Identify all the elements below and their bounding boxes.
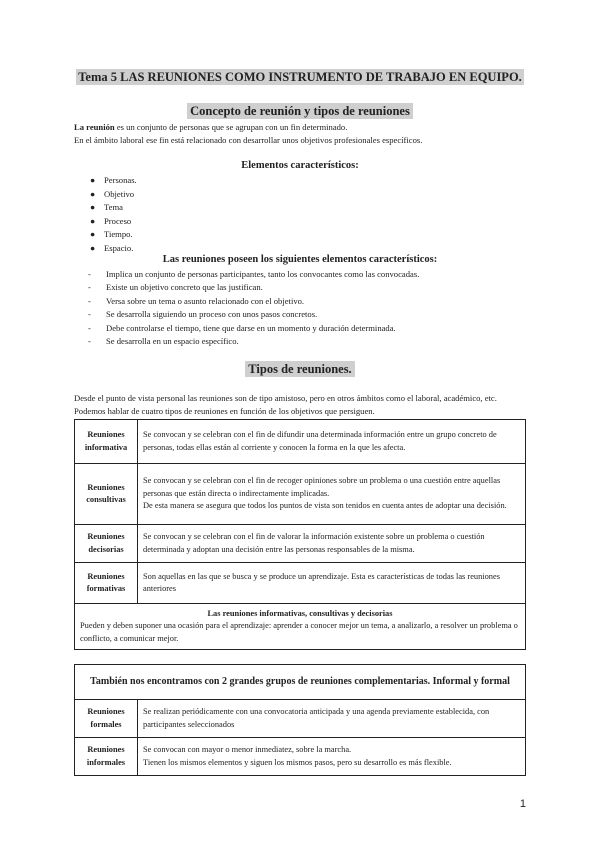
concept-definition: La reunión es un conjunto de personas que se agrupan con un fin determinado. En el ámbito laboral ese fin está relacionado con desarrollar unos objetivos profesionales específicos. xyxy=(74,122,423,145)
list-item: ● Tiempo. xyxy=(90,229,133,239)
features-list xyxy=(88,268,419,348)
table-row xyxy=(75,738,526,776)
elements-heading: Elementos característicos: xyxy=(241,160,359,171)
table-row xyxy=(75,420,526,464)
list-item: ● Espacio. xyxy=(90,242,134,253)
row-label: Reuniones formales xyxy=(75,700,138,738)
row-text: Se convocan y se celebran con el fin de recoger opiniones sobre un problema o una cuestión entre aquellas personas que están directa o indirectamente implicadas. De esta manera se asegura que todos los puntos de vista son tenidos en cuenta antes de adoptar una decisión. xyxy=(138,464,526,525)
list-item: - Versa sobre un tema o asunto relacionado con el objetivo. xyxy=(88,295,305,306)
row-text: Son aquellas en las que se busca y se produce un aprendizaje. Esta es características de todas las reuniones anteriores xyxy=(138,563,526,604)
row-label: Reuniones decisorias xyxy=(75,525,138,563)
row-label: Reuniones formativas xyxy=(75,563,138,604)
list-item: ● Tema xyxy=(90,202,123,212)
list-item: - Se desarrolla siguiendo un proceso con unos pasos concretos. xyxy=(88,309,318,320)
table-row xyxy=(75,700,526,738)
list-item: ● Objetivo xyxy=(90,188,135,199)
note-heading: Las reuniones informativas, consultivas y decisorias xyxy=(207,608,393,618)
note-cell xyxy=(75,604,526,650)
row-label: Reuniones informales xyxy=(75,738,138,776)
meeting-types-table xyxy=(74,419,526,650)
table-row xyxy=(75,604,526,650)
list-item: - Debe controlarse el tiempo, tiene que darse en un momento y duración determinada. xyxy=(88,322,396,333)
row-text: Se convocan y se celebran con el fin de difundir una determinada información entre un grupo concreto de personas, todas ellas están al corriente y conocen la forma en la que les afecta. xyxy=(138,420,526,464)
list-item: ● Personas. xyxy=(90,175,137,185)
row-text: Se convocan con mayor o menor inmediatez, sobre la marcha. Tienen los mismos elementos y siguen los mismos pasos, pero su desarrollo es más flexible. xyxy=(138,738,526,776)
types-heading: Tipos de reuniones. xyxy=(0,362,600,377)
elements-list xyxy=(74,174,137,255)
row-text: Se convocan y se celebran con el fin de valorar la información existente sobre un problema o cuestión determinada y adoptan una decisión entre las personas responsables de la misma. xyxy=(138,525,526,563)
table-row xyxy=(75,464,526,525)
table-row xyxy=(75,665,526,700)
list-item: - Existe un objetivo concreto que las justifican. xyxy=(88,282,263,293)
page-number: 1 xyxy=(519,798,526,810)
row-label: Reuniones informativa xyxy=(75,420,138,464)
concept-heading: Concepto de reunión y tipos de reuniones xyxy=(0,104,600,119)
row-text: Se realizan periódicamente con una convocatoria anticipada y una agenda previamente establecida, con participantes seleccionados xyxy=(138,700,526,738)
list-item: - Implica un conjunto de personas participantes, tanto los convocantes como las convocadas. xyxy=(88,269,420,279)
table-row xyxy=(75,563,526,604)
document-title: Tema 5 LAS REUNIONES COMO INSTRUMENTO DE TRABAJO EN EQUIPO. xyxy=(78,70,522,84)
features-heading: Las reuniones poseen los siguientes elementos característicos: xyxy=(162,254,438,265)
table-row xyxy=(75,525,526,563)
types-intro: Desde el punto de vista personal las reuniones son de tipo amistoso, pero en otros ámbitos como el laboral, académico, etc. Podemos hablar de cuatro tipos de reuniones en función de los objetivos que persiguen. xyxy=(74,393,497,416)
list-item: ● Proceso xyxy=(90,215,132,226)
note-text: Pueden y deben suponer una ocasión para el aprendizaje: aprender a conocer mejor un tema, a analizarlo, a resolver un problema o conflicto, a comunicar mejor. xyxy=(80,621,518,643)
complementary-heading: También nos encontramos con 2 grandes grupos de reuniones complementarias. Informal y formal xyxy=(75,665,526,700)
complementary-table xyxy=(74,664,526,776)
row-label: Reuniones consultivas xyxy=(75,464,138,525)
list-item: - Se desarrolla en un espacio específico. xyxy=(88,335,239,346)
